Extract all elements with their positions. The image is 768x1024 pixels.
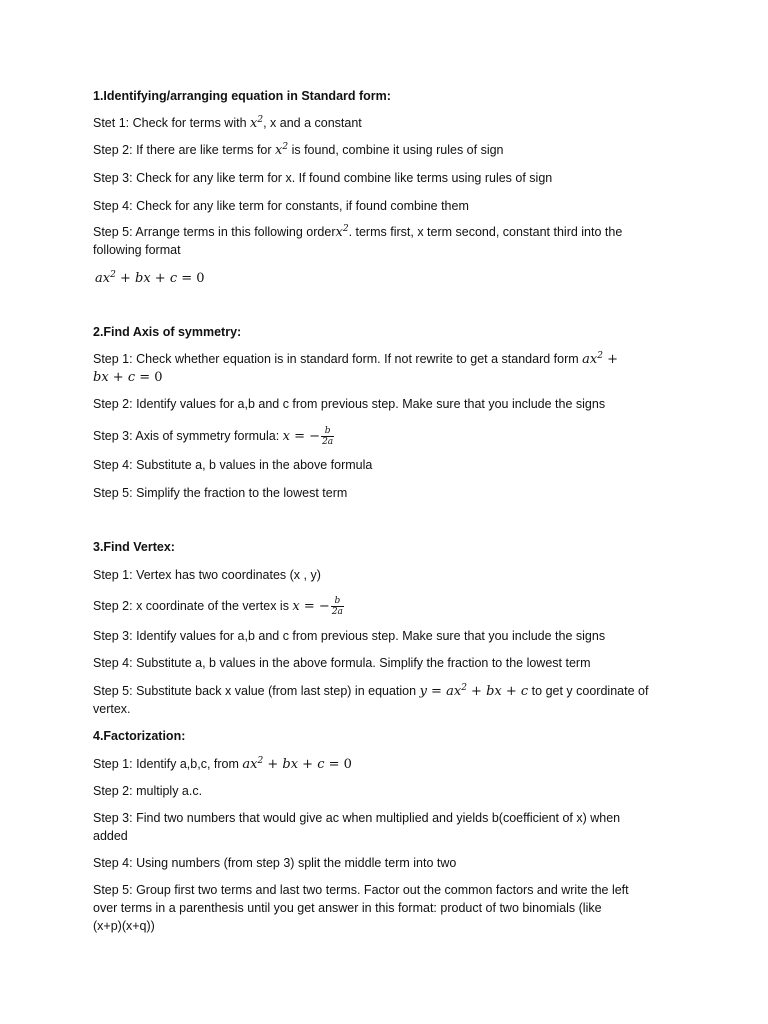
math-standard-form-part2: bx + c = 0 xyxy=(93,370,163,385)
section-heading-standard-form: 1.Identifying/arranging equation in Standard form: xyxy=(93,89,391,103)
step-text: Step 1: Vertex has two coordinates (x , y) xyxy=(93,568,321,582)
step-label: Step 5: Arrange terms in this following order xyxy=(93,225,336,239)
step-text: Step 3: Axis of symmetry formula: x = − $\frac{b}{2a}$ xyxy=(93,426,334,447)
step-text xyxy=(93,223,622,242)
step-label: Step 1: Check whether equation is in standard form. If not rewrite to get a standard form xyxy=(93,352,583,366)
step-text: Step 2: Identify values for a,b and c from previous step. Make sure that you include the signs xyxy=(93,397,606,411)
math-standard-form-part1: $ax^2$ xyxy=(582,351,603,367)
step-text: Step 3: Find two numbers that would give ac when multiplied and yields b(coefficient of x) when xyxy=(93,811,621,825)
math-standard-form: $ax^2$ xyxy=(242,756,264,772)
step-text-continued: vertex. xyxy=(93,702,131,716)
step-text: Step 1: Check whether equation is in standard form. If not rewrite to get a standard form $ax^2$ + xyxy=(93,351,619,367)
step-text: Step 2: multiply a.c. xyxy=(93,784,203,798)
section-heading-find-vertex: 3.Find Vertex: xyxy=(93,540,175,554)
section-heading-factorization: 4.Factorization: xyxy=(93,729,186,743)
math-vertex-x-formula: x xyxy=(292,598,300,614)
step-label: Step 2: x coordinate of the vertex is xyxy=(93,598,293,613)
step-text: Step 3: Identify values for a,b and c from previous step. Make sure that you include the signs xyxy=(93,629,606,643)
standard-form-equation: $ax^2$ + bx + c = 0 xyxy=(95,270,205,286)
step-label: to get y coordinate of xyxy=(528,684,649,698)
step-text-continued: following format xyxy=(93,243,181,257)
step-text-continued: over terms in a parenthesis until you get answer in this format: product of two binomials (like xyxy=(93,901,602,915)
math-axis-formula: x xyxy=(282,428,290,444)
step-label: Step 3: Axis of symmetry formula: xyxy=(93,428,283,443)
step-text: Step 5: Group first two terms and last two terms. Factor out the common factors and write the left xyxy=(93,883,629,897)
step-text xyxy=(93,114,362,133)
step-text-continued: added xyxy=(93,829,128,843)
math-x-squared: $x^2$ xyxy=(275,142,289,158)
step-text: Step 4: Substitute a, b values in the above formula. Simplify the fraction to the lowest term xyxy=(93,656,591,670)
step-label: . terms first, x term second, constant third into the xyxy=(348,225,623,239)
step-label: is found, combine it using rules of sign xyxy=(288,143,504,157)
step-label: Step 1: Identify a,b,c, from xyxy=(93,757,243,771)
step-text-continued: (x+p)(x+q)) xyxy=(93,919,155,933)
section-heading-axis-of-symmetry: 2.Find Axis of symmetry: xyxy=(93,325,242,339)
math-x-squared: $x^2$ xyxy=(250,115,264,131)
step-text: Step 4: Check for any like term for constants, if found combine them xyxy=(93,199,469,213)
step-text: Step 2: x coordinate of the vertex is x = − $\frac{b}{2a}$ xyxy=(93,596,343,617)
step-text: Step 3: Check for any like term for x. If found combine like terms using rules of sign xyxy=(93,171,553,185)
math-x-squared: $x^2$ xyxy=(335,224,349,240)
step-label: Stet 1: Check for terms with xyxy=(93,116,250,130)
step-label: Step 5: Substitute back x value (from last step) in equation xyxy=(93,684,420,698)
step-text: Step 5: Simplify the fraction to the lowest term xyxy=(93,486,348,500)
math-quadratic-equation: y xyxy=(419,684,427,699)
step-text: Step 4: Substitute a, b values in the above formula xyxy=(93,458,373,472)
step-label: , x and a constant xyxy=(263,116,362,130)
step-text: Step 4: Using numbers (from step 3) split the middle term into two xyxy=(93,856,457,870)
step-label: Step 2: If there are like terms for xyxy=(93,143,276,157)
step-text: Step 5: Substitute back x value (from last step) in equation $y = ax^2$ + bx + c to get y coordinate of xyxy=(93,683,649,699)
step-text: Step 1: Identify a,b,c, from $ax^2$ + bx + c = 0 xyxy=(93,756,352,772)
step-text xyxy=(93,141,504,160)
